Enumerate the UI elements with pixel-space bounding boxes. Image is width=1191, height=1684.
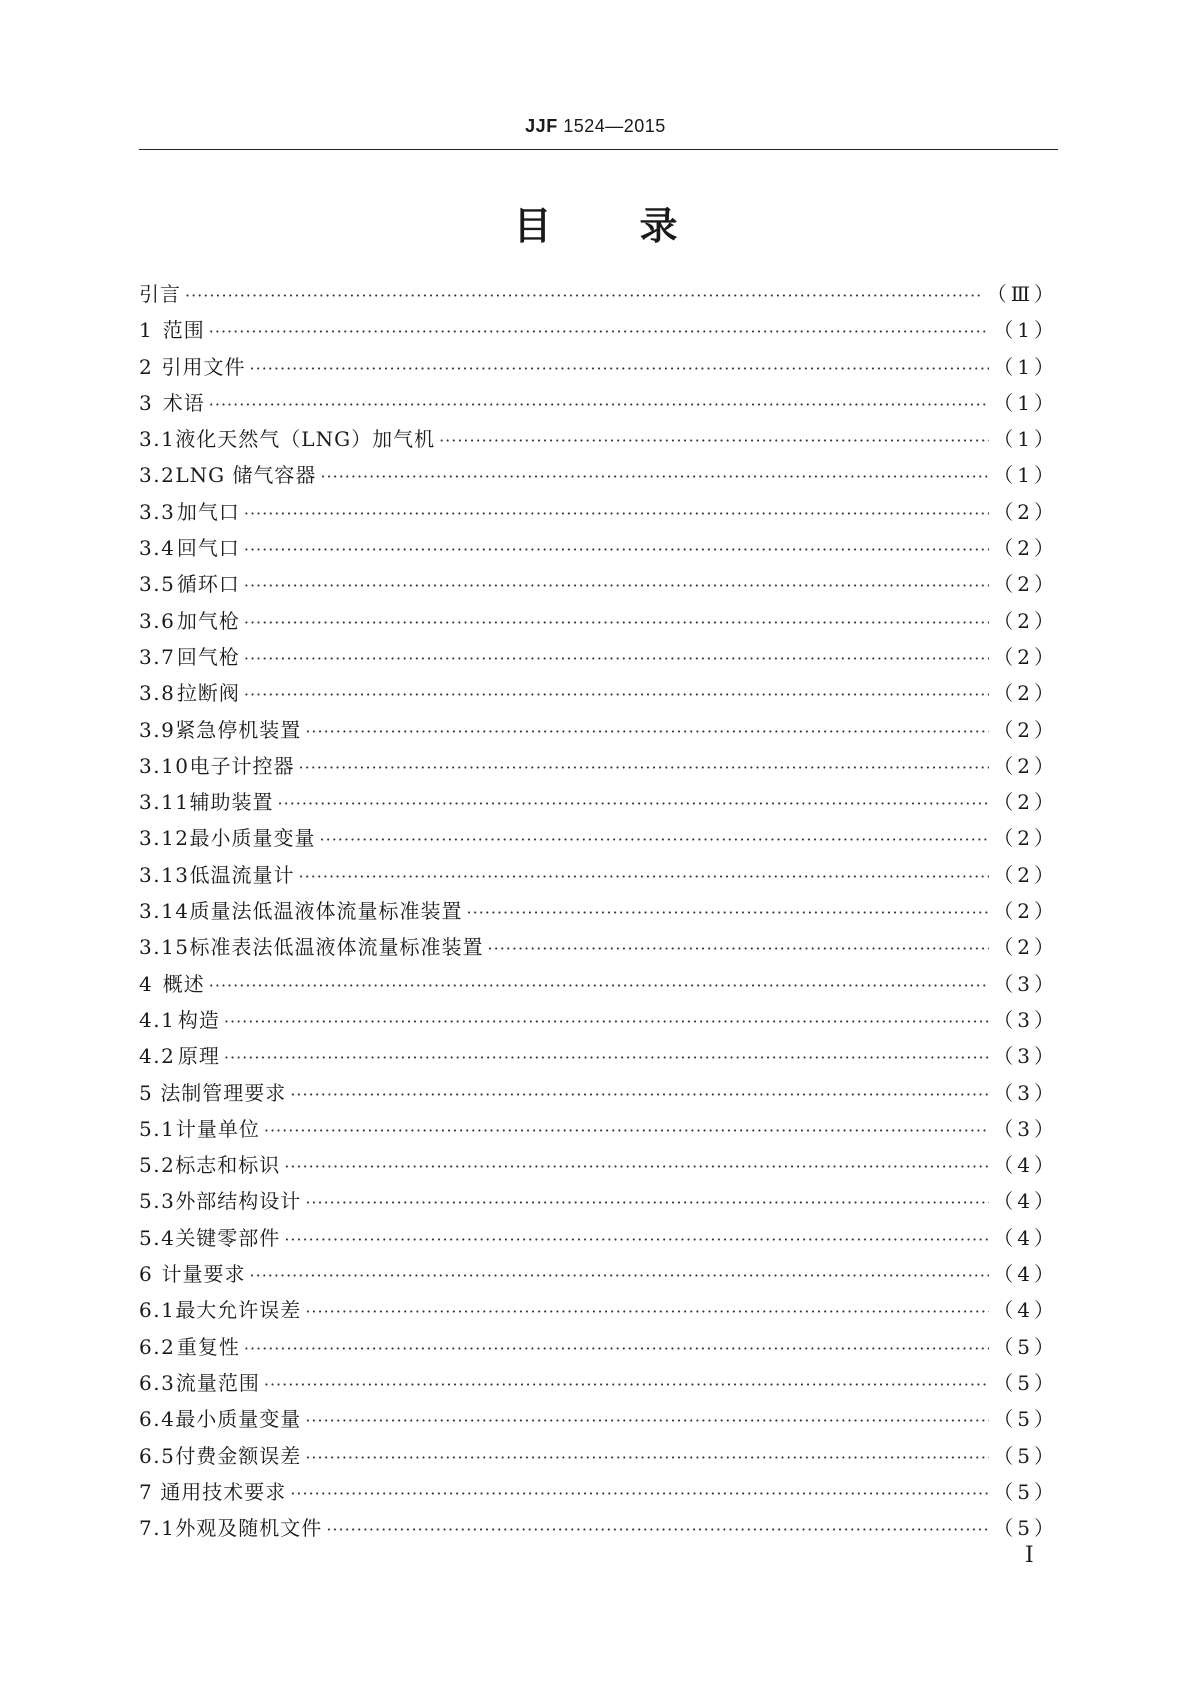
dot-leader [244,605,989,641]
toc-entry-number: 7 [139,1479,154,1504]
toc-entry[interactable] [139,893,1058,929]
toc-entry-number: 4.1 [139,1007,176,1032]
toc-entry-title: 辅助装置 [189,790,274,815]
toc-entry[interactable] [139,421,1058,457]
toc-entry[interactable] [139,312,1058,348]
toc-entry-page: （Ⅲ） [986,282,1058,306]
dot-leader [320,822,990,858]
dot-leader [467,895,990,931]
toc-entry[interactable] [139,1038,1058,1074]
toc-entry[interactable] [139,276,1058,312]
toc-entry-number: 3.12 [139,826,190,851]
toc-entry-number: 5.2 [139,1153,176,1178]
dot-leader [264,1367,989,1403]
toc-entry-title: 紧急停机装置 [175,717,302,742]
toc-entry-page: （2） [993,790,1058,815]
toc-entry-page: （4） [993,1189,1058,1214]
toc-entry[interactable] [139,457,1058,493]
toc-entry-number: 3.7 [139,644,176,669]
toc-entry[interactable] [139,1474,1058,1510]
toc-entry[interactable] [139,639,1058,675]
toc-entry-title: 回气枪 [176,644,240,669]
toc-entry-number: 3.13 [139,862,190,887]
toc-entry-title: 标志和标识 [175,1153,281,1178]
toc-entry-page: （1） [993,427,1058,452]
toc-entry[interactable] [139,966,1058,1002]
toc-entry[interactable] [139,1111,1058,1147]
toc-entry-number: 5.1 [139,1116,176,1141]
toc-entry-number: 3.1 [139,427,176,452]
toc-entry-page: （2） [993,572,1058,597]
toc-entry-title: 加气枪 [176,608,240,633]
toc-entry-number: 2 [139,354,154,379]
toc-entry-number: 5 [139,1080,154,1105]
dot-leader [209,387,989,423]
dot-leader [284,1222,989,1258]
header-number: 1524—2015 [563,116,666,136]
dot-leader [250,351,990,387]
toc-entry[interactable] [139,385,1058,421]
dot-leader [244,532,989,568]
toc-entry-title: 原理 [177,1044,220,1069]
toc-entry-title: 电子计控器 [189,753,295,778]
dot-leader [278,786,990,822]
toc-entry-number: 3.8 [139,681,176,706]
toc-entry-title: 外观及随机文件 [175,1516,323,1541]
toc-entry[interactable] [139,530,1058,566]
toc-entry-page: （1） [993,390,1058,415]
toc-entry-page: （5） [993,1516,1058,1541]
toc-entry[interactable] [139,494,1058,530]
dot-leader [244,677,989,713]
toc-entry-title: 标准表法低温液体流量标准装置 [189,935,484,960]
toc-entry-number: 3.9 [139,717,176,742]
toc-entry-title: 循环口 [176,572,240,597]
toc-entry-title: 最小质量变量 [189,826,316,851]
toc-entry-title: 拉断阀 [176,681,240,706]
toc-entry-page: （1） [993,318,1058,343]
toc-entry-page: （2） [993,862,1058,887]
dot-leader [299,859,990,895]
toc-entry-title: 关键零部件 [175,1225,281,1250]
dot-leader [299,750,990,786]
toc-entry-page: （5） [993,1479,1058,1504]
dot-leader [264,1113,989,1149]
toc-entry[interactable] [139,1183,1058,1219]
toc-entry[interactable] [139,712,1058,748]
toc-entry[interactable] [139,784,1058,820]
dot-leader [209,314,989,350]
toc-entry-number: 3.5 [139,572,176,597]
toc-entry-title: 引用文件 [161,354,246,379]
toc-entry-number: 1 [139,318,154,343]
dot-leader [439,423,989,459]
toc-entry[interactable] [139,349,1058,385]
toc-entry-page: （2） [993,935,1058,960]
toc-entry-number: 5.3 [139,1189,176,1214]
toc-entry-number: 6.1 [139,1298,176,1323]
toc-entry-page: （1） [993,354,1058,379]
toc-entry-number: 6.2 [139,1334,176,1359]
toc-entry[interactable] [139,857,1058,893]
toc-entry-page: （4） [993,1225,1058,1250]
toc-entry-page: （2） [993,826,1058,851]
toc-entry[interactable] [139,1292,1058,1328]
toc-entry-title: 范围 [162,318,205,343]
toc-entry[interactable] [139,1365,1058,1401]
toc-entry-page: （2） [993,644,1058,669]
running-header [0,116,1191,137]
toc-entry-page: （5） [993,1334,1058,1359]
toc-entry[interactable] [139,748,1058,784]
toc-entry-page: （5） [993,1407,1058,1432]
dot-leader [290,1077,989,1113]
toc-entry[interactable] [139,929,1058,965]
toc-entry-number: 3.14 [139,899,190,924]
toc-entry[interactable] [139,1002,1058,1038]
dot-leader [244,641,989,677]
toc-entry-page: （2） [993,499,1058,524]
toc-entry-page: （2） [993,753,1058,778]
toc-entry-title: 引言 [139,282,181,306]
toc-entry-number: 6.5 [139,1443,176,1468]
dot-leader [305,1440,989,1476]
toc-entry-number: 3.10 [139,753,190,778]
dot-leader [250,1258,990,1294]
toc-entry[interactable] [139,1510,1058,1546]
toc-entry-title: 最小质量变量 [175,1407,302,1432]
dot-leader [320,459,989,495]
page-number: I [1025,1543,1034,1568]
toc-entry-title: 液化天然气（LNG）加气机 [175,427,436,452]
toc-entry[interactable] [139,603,1058,639]
toc-entry-title: 低温流量计 [189,862,295,887]
toc-entry-page: （3） [993,971,1058,996]
toc-entry-title: 流量范围 [175,1370,260,1395]
dot-leader [488,931,990,967]
table-of-contents [139,276,1058,1546]
toc-entry-title: 概述 [162,971,205,996]
dot-leader [305,1403,989,1439]
toc-entry-title: 回气口 [176,536,240,561]
toc-entry-title: 重复性 [176,1334,240,1359]
toc-entry[interactable] [139,820,1058,856]
toc-entry-number: 7.1 [139,1516,176,1541]
dot-leader [244,496,989,532]
toc-entry-number: 3.6 [139,608,176,633]
toc-entry-number: 4.2 [139,1044,176,1069]
toc-entry[interactable] [139,1401,1058,1437]
toc-entry[interactable] [139,566,1058,602]
toc-entry-page: （2） [993,899,1058,924]
toc-entry-page: （5） [993,1443,1058,1468]
toc-entry-title: LNG 储气容器 [175,463,317,488]
toc-entry[interactable] [139,1220,1058,1256]
dot-leader [305,714,989,750]
toc-entry-page: （3） [993,1116,1058,1141]
toc-entry-page: （3） [993,1007,1058,1032]
toc-entry-page: （4） [993,1262,1058,1287]
dot-leader [284,1149,989,1185]
toc-entry-page: （3） [993,1080,1058,1105]
toc-entry-number: 6.4 [139,1407,176,1432]
toc-entry-title: 计量要求 [161,1262,246,1287]
dot-leader [305,1294,989,1330]
toc-entry-number: 5.4 [139,1225,176,1250]
dot-leader [185,278,983,314]
toc-entry-title: 术语 [162,390,205,415]
dot-leader [290,1476,989,1512]
toc-entry-page: （4） [993,1153,1058,1178]
dot-leader [244,568,989,604]
toc-entry-title: 计量单位 [175,1116,260,1141]
toc-entry-number: 3.15 [139,935,190,960]
dot-leader [224,1040,989,1076]
toc-entry-page: （1） [993,463,1058,488]
toc-entry[interactable] [139,1438,1058,1474]
toc-entry-page: （3） [993,1044,1058,1069]
toc-entry-number: 3 [139,390,154,415]
toc-entry-title: 加气口 [176,499,240,524]
toc-entry[interactable] [139,675,1058,711]
header-rule [139,149,1058,150]
toc-entry-title: 最大允许误差 [175,1298,302,1323]
header-code: JJF [525,116,558,136]
toc-entry-number: 3.3 [139,499,176,524]
toc-entry-title: 付费金额误差 [175,1443,302,1468]
toc-entry-page: （2） [993,717,1058,742]
toc-entry[interactable] [139,1329,1058,1365]
toc-entry[interactable] [139,1147,1058,1183]
toc-entry[interactable] [139,1075,1058,1111]
toc-entry-page: （2） [993,608,1058,633]
dot-leader [326,1512,989,1548]
toc-entry-number: 3.2 [139,463,176,488]
dot-leader [244,1331,989,1367]
toc-entry[interactable] [139,1256,1058,1292]
toc-entry-number: 6 [139,1262,154,1287]
toc-entry-page: （5） [993,1370,1058,1395]
toc-entry-page: （2） [993,536,1058,561]
dot-leader [209,968,989,1004]
toc-entry-title: 法制管理要求 [160,1080,287,1105]
dot-leader [305,1185,989,1221]
dot-leader [224,1004,989,1040]
toc-entry-title: 外部结构设计 [175,1189,302,1214]
toc-entry-number: 4 [139,971,154,996]
toc-entry-number: 6.3 [139,1370,176,1395]
toc-entry-page: （4） [993,1298,1058,1323]
toc-entry-number: 3.4 [139,536,176,561]
toc-entry-title: 质量法低温液体流量标准装置 [189,899,463,924]
page-title: 目录 [513,204,766,248]
toc-entry-page: （2） [993,681,1058,706]
toc-entry-title: 通用技术要求 [160,1479,287,1504]
toc-entry-title: 构造 [177,1007,220,1032]
toc-entry-number: 3.11 [139,790,190,815]
